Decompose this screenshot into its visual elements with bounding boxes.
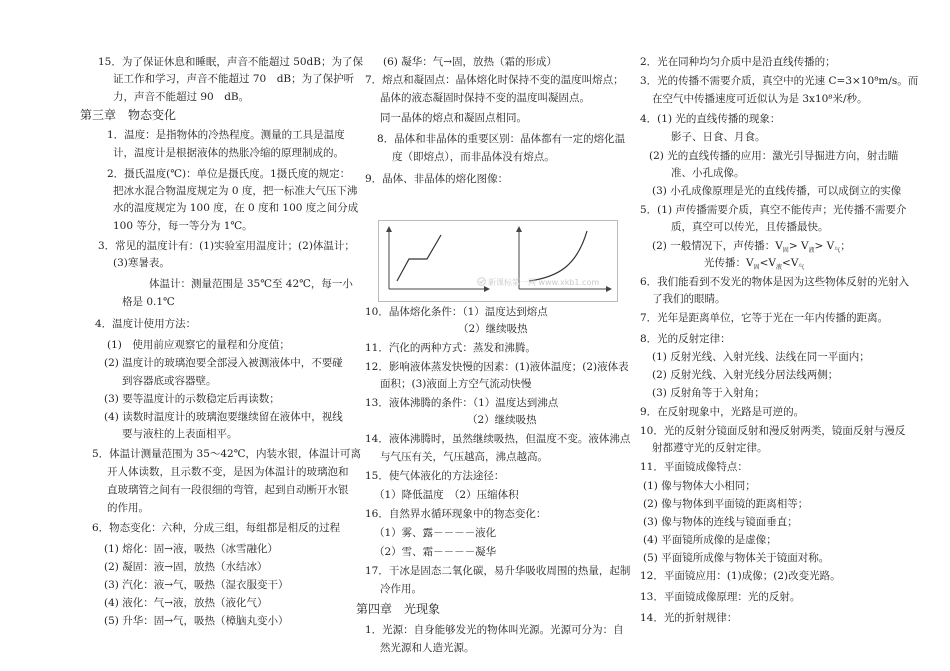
text-line: 2．摄氏温度(℃)：单位是摄氏度。1摄氏度的规定：: [107, 168, 351, 180]
text-line: (3) 小孔成像原理是光的直线传播，可以成倒立的实像: [652, 185, 902, 197]
sound-speed-line: (2) 一般情况下，声传播：$V_固> V_液> V_气$；: [652, 240, 851, 255]
text-line: 度（即熔点），而非晶体没有熔点。: [392, 151, 555, 163]
text-line: 9．在反射现象中，光路是可逆的。: [640, 406, 805, 418]
text-line: 影子、日食、月食。: [671, 131, 766, 143]
text-line: 准、小孔成像。: [671, 167, 745, 179]
text-line: 到容器底或容器壁。: [122, 375, 217, 387]
text-line: (4) 平面镜所成像的是虚像；: [643, 534, 777, 546]
text-line: (3)寒暑表。: [113, 257, 170, 269]
text-line: 4．温度计使用方法：: [95, 318, 197, 330]
text-line: 水的温度规定为 100 度，在 0 度和 100 度之间分成: [113, 202, 359, 214]
watermark-text: 新课标第一网 www.xkb1.com: [488, 278, 600, 287]
text-line: 6．物态变化：六种，分成三组，每组都是相反的过程: [92, 522, 341, 534]
text-line: (3) 要等温度计的示数稳定后再读数；: [104, 393, 280, 405]
text-line: 9．晶体、非晶体的熔化图像：: [365, 173, 509, 185]
speed-subscript: 固: [782, 247, 789, 255]
text-line: (5) 平面镜所成像与物体关于镜面对称。: [643, 552, 830, 564]
text-line: 在空气中传播速度可近似认为是 3x10⁸米/秒。: [652, 93, 868, 105]
text-line: 13．液体沸腾的条件：（1）温度达到沸点: [365, 397, 559, 409]
text-line: 11．平面镜成像特点：: [640, 461, 748, 473]
text-line: 把冰水混合物温度规定为 0 度，把一标准大气压下沸: [113, 185, 358, 197]
text-line: （1）雾、露－－－－液化: [374, 527, 497, 539]
text-line: 同一晶体的熔点和凝固点相同。: [380, 112, 527, 124]
text-line: 光传播：V: [704, 257, 754, 269]
text-line: （2）雪、霜－－－－凝华: [374, 546, 497, 558]
text-line: 100 等分，每一等分为 1℃。: [113, 220, 253, 232]
text-line: 面积；(3)液面上方空气流动快慢: [380, 378, 532, 390]
text-line: 15．为了保证休息和睡眠，声音不能超过 50dB；为了保: [98, 56, 363, 68]
chapter-heading: 第三章 物态变化: [80, 108, 177, 122]
text-line: 14．光的折射规律：: [640, 612, 738, 624]
text-line: 然光源和人造光源。: [380, 642, 475, 654]
text-line: 12．影响液体蒸发快慢的因素：(1)液体温度；(2)液体表: [365, 361, 629, 373]
text-line: 10．光的反射分镜面反射和漫反射两类，镜面反射与漫反: [640, 425, 906, 437]
text-line: (6) 凝华：气→固，放热（霜的形成）: [383, 56, 558, 68]
text-line: 力，声音不能超过 90 dB。: [113, 91, 250, 103]
text-line: (4) 读数时温度计的玻璃泡要继续留在液体中，视线: [104, 411, 343, 423]
text-line: (4) 液化：气→液，放热（液化气）: [104, 597, 268, 609]
text-line: 3．常见的温度计有：(1)实验室用温度计；(2)体温计；: [98, 240, 355, 252]
text-line: (2) 反射光线、入射光线分居法线两侧；: [652, 369, 839, 381]
text-line: 直玻璃管之间有一段很细的弯管，起到自动断开水银: [107, 484, 349, 496]
text-line: 8．晶体和非晶体的重要区别：晶体都有一定的熔化温: [377, 133, 626, 145]
speed-subscript: 固: [753, 264, 760, 272]
text-line: 的作用。: [107, 502, 149, 514]
text-line: 1．光源：自身能够发光的物体叫光源。光源可分为：自: [365, 624, 624, 636]
text-line: (1) 熔化：固→液，吸热（冰雪融化）: [104, 543, 279, 555]
text-line: 4．(1) 光的直线传播的现象：: [640, 113, 781, 125]
text-line: 5．体温计测量范围为 35～42℃，内装水银，体温计可离: [92, 448, 361, 460]
text-line: 15．使气体液化的方法途径：: [365, 470, 505, 482]
text-line: 10．晶体熔化条件：（1）温度达到熔点: [365, 306, 548, 318]
text-line: 要与液柱的上表面相平。: [122, 428, 238, 440]
text-line: 11．汽化的两种方式：蒸发和沸腾。: [365, 342, 536, 354]
text-line: （2）继续吸热: [467, 414, 537, 426]
text-line: (2) 温度计的玻璃泡要全部浸入被测液体中，不要碰: [104, 357, 343, 369]
text-line: 7．光年是距离单位，它等于光在一年内传播的距离。: [640, 312, 889, 324]
text-line: 体温计：测量范围是 35℃至 42℃，每一小: [149, 278, 353, 290]
melting-graphs: [379, 221, 617, 301]
text-line: 冷作用。: [380, 583, 422, 595]
text-line: 13．平面镜成像原理：光的反射。: [640, 591, 801, 603]
text-line: 计，温度计是根据液体的热胀冷缩的原理制成的。: [113, 147, 344, 159]
text-line: (1) 使用前应观察它的量程和分度值；: [107, 339, 290, 351]
text-line: (2) 凝固：液→固，放热（水结冰）: [104, 561, 268, 573]
melting-graph-box: [378, 220, 618, 302]
text-line: (5) 升华：固→气，吸热（樟脑丸变小）: [104, 615, 289, 627]
text-line: 了我们的眼睛。: [652, 293, 726, 305]
text-line: 开人体读数，且示数不变，是因为体温计的玻璃泡和: [107, 466, 349, 478]
text-line: 质，真空可以传光，且传播最快。: [671, 221, 829, 233]
text-line: (3) 像与物体的连线与镜面垂直；: [643, 516, 798, 528]
chapter-heading: 第四章 光现象: [356, 602, 441, 616]
text-line: 12．平面镜应用：(1)成像；(2)改变光路。: [640, 570, 841, 582]
text-line: (2) 一般情况下，声传播：V: [652, 240, 783, 252]
text-line: (1) 反射光线、入射光线、法线在同一平面内；: [652, 351, 870, 363]
crystal-graph: [389, 227, 489, 289]
text-line: 证工作和学习，声音不能超过 70 dB；为了保护听: [113, 73, 355, 85]
text-line: 2．光在同种均匀介质中是沿直线传播的；: [640, 56, 836, 68]
speed-subscript: 气: [798, 264, 805, 272]
text-line: 17．干冰是固态二氧化碳，易升华吸收周围的热量，起制: [365, 565, 631, 577]
light-speed-line: 光传播：$V_固<V_液<V_气$: [704, 257, 805, 272]
watermark-icon: [477, 277, 486, 286]
text-line: 与气压有关，气压越高，沸点越高。: [380, 451, 548, 463]
text-line: 射都遵守光的反射定律。: [652, 442, 768, 454]
speed-subscript: 气: [834, 247, 841, 255]
text-line: （1）降低温度 （2）压缩体积: [374, 489, 519, 501]
text-line: 1．温度：是指物体的冷热程度。测量的工具是温度: [107, 129, 345, 141]
text-line: 16．自然界水循环现象中的物态变化：: [365, 508, 547, 520]
text-line: 8．光的反射定律：: [640, 333, 731, 345]
text-line: (2) 像与物体到平面镜的距离相等；: [643, 498, 809, 510]
text-line: 晶体的液态凝固时保持不变的温度叫凝固点。: [380, 92, 590, 104]
text-line: 14．液体沸腾时，虽然继续吸热，但温度不变。液体沸点: [365, 433, 631, 445]
text-line: 7．熔点和凝固点：晶体熔化时保持不变的温度叫熔点；: [365, 74, 624, 86]
speed-subscript: 液: [776, 264, 783, 272]
text-line: 格是 0.1℃: [122, 296, 175, 308]
text-line: (1) 像与物体大小相同；: [643, 480, 756, 492]
text-line: (3) 汽化：液→气，吸热（湿衣服变干）: [104, 579, 289, 591]
text-line: 3．光的传播不需要介质，真空中的光速 C=3×10⁸m/s。而: [640, 75, 919, 87]
text-line: (3) 反射角等于入射角；: [652, 387, 765, 399]
text-line: (2) 光的直线传播的应用：激光引导掘进方向，射击瞄: [649, 150, 899, 162]
speed-subscript: 液: [808, 247, 815, 255]
text-line: 6．我们能看到不发光的物体是因为这些物体反射的光射入: [640, 276, 910, 288]
text-line: （2）继续吸热: [458, 323, 528, 335]
text-line: 5．(1) 声传播需要介质，真空不能传声；光传播不需要介: [640, 204, 907, 216]
